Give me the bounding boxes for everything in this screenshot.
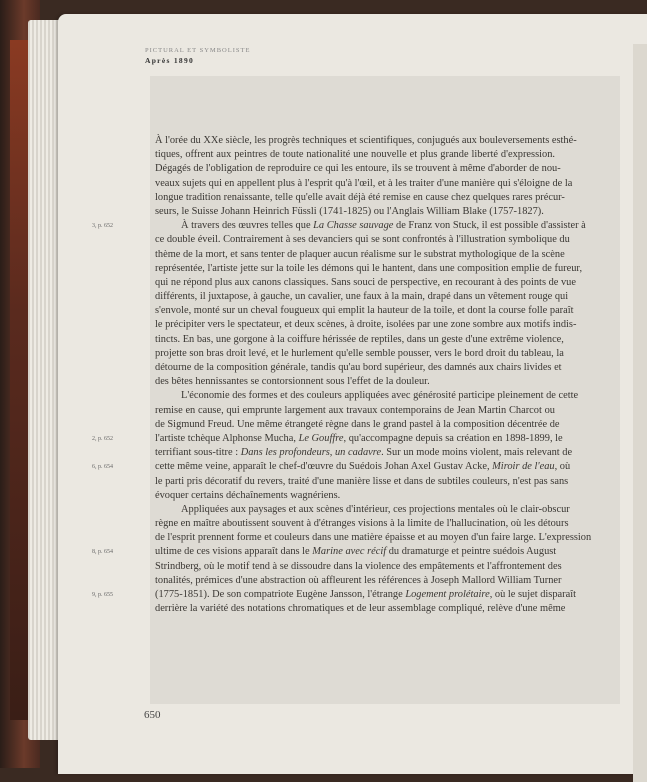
text-segment: À l'orée du XXe siècle, les progrès techniques et scientifiques, conjugués aux bouleversements esthé- (155, 135, 577, 146)
text-segment: de l'esprit prennent forme et couleurs dans une matière épaisse et au moyen d'un faire large. L'expression (155, 532, 592, 544)
text-line (155, 333, 564, 347)
text-segment: (1775-1851). De son compatriote Eugène Jansson, l'étrange (155, 589, 406, 600)
text-line (155, 517, 569, 531)
text-segment: ce double éveil. Contrairement à ses devanciers qui se sont confrontés à l'illustration symbolique du (155, 234, 570, 246)
text-segment: . Sur un mode moins violent, mais relevant de (381, 447, 573, 459)
text-line (92, 432, 563, 446)
text-segment: À travers des œuvres telles que (181, 220, 314, 232)
text-segment: remise en cause, qui emprunte largement aux travaux contemporains de Jean Martin Charcot ou (155, 404, 555, 416)
text-segment: tincts. En bas, une gorgone à la coiffure hérissée de reptiles, dans un geste d'une extrême violence, (155, 333, 564, 345)
text-line (155, 560, 562, 574)
margin-reference: 6, p. 654 (92, 464, 113, 471)
text-segment: thème de la mort, et sans tenter de plaquer aucun réalisme sur le substrat mythologique de la scène (155, 248, 565, 260)
text-line (155, 290, 569, 304)
text-segment: de Sigmund Freud. Une même étrangeté règne dans le grand pastel à la composition décentrée de (155, 418, 560, 430)
text-segment: le précipiter vers le spectateur, et deux scènes, à droite, isolées par une zone sombre aux motifs indis- (155, 319, 577, 331)
text-segment: terrifiant sous-titre : (155, 447, 241, 459)
margin-reference: 3, p. 652 (92, 223, 113, 230)
text-segment: Strindberg, où le motif tend à se dissoudre dans la violence des empâtements et l'affrontement des (155, 560, 562, 572)
text-line (155, 248, 565, 262)
text-segment: veaux sujets qui en appellent plus à l'esprit qu'à l'œil, et à les traiter d'une manière qui s'éloigne de la (155, 177, 573, 189)
margin-reference: 8, p. 654 (92, 549, 113, 556)
text-line (155, 318, 577, 332)
text-segment: représentée, l'artiste jette sur la toile les démons qui le hantent, dans une composition emplie de fureur, (155, 262, 583, 274)
text-segment: , où (554, 461, 571, 473)
text-segment: L'économie des formes et des couleurs appliquées avec générosité participe pleinement de cette (181, 390, 579, 402)
artwork-title: Dans les profondeurs, un cadavre (240, 447, 382, 459)
text-line (155, 276, 576, 290)
text-segment: projette son bras droit levé, et le hurlement qu'elle semble pousser, vers le bord droit du tableau, la (155, 347, 564, 359)
text-segment: détourne de la composition générale, tandis qu'au bord supérieur, des damnés aux chairs livides et (155, 362, 562, 373)
artwork-title: Le Gouffre (298, 432, 344, 444)
page-number: 650 (144, 709, 161, 721)
text-segment: ultime de ces visions apparaît dans le (155, 546, 313, 558)
text-line (155, 177, 573, 191)
text-line (155, 531, 592, 545)
text-line (155, 347, 564, 361)
artwork-title: Miroir de l'eau (492, 461, 555, 473)
text-line (155, 404, 555, 418)
text-line (155, 475, 569, 489)
text-line (92, 545, 557, 559)
text-segment: des bêtes hennissantes se contorsionnent sous l'effet de la douleur. (155, 376, 430, 388)
text-line (155, 446, 573, 460)
text-segment: tiques, offrent aux peintres de toute nationalité une nouvelle et plus grande liberté d'expression. (155, 149, 555, 161)
text-line (155, 304, 574, 318)
text-line (155, 262, 583, 276)
facing-page-edge (633, 44, 647, 782)
text-segment: cette même veine, apparaît le chef-d'œuvre du Suédois Johan Axel Gustav Acke, (155, 461, 493, 473)
text-line (155, 191, 565, 205)
text-line (155, 134, 577, 148)
text-segment: derrière la variété des notations chromatiques et de leur assemblage compliqué, relève d'une même (155, 603, 566, 615)
text-segment: seurs, le Suisse Johann Heinrich Füssli (1741-1825) ou l'Anglais William Blake (1757-1827). (155, 205, 544, 217)
text-line (155, 162, 561, 176)
text-segment: de Franz von Stuck, il est possible d'assister à (393, 220, 586, 232)
text-segment: qui ne répond plus aux canons classiques. Sans souci de perspective, en recourant à des points de vue (155, 276, 576, 288)
text-segment: longue tradition renaissante, telle qu'elle avait déjà été remise en cause chez quelques rares précur- (155, 191, 565, 203)
text-line (155, 205, 555, 219)
text-line (155, 148, 555, 162)
text-line (155, 574, 562, 588)
text-segment: évoquer certains déchaînements wagnériens. (155, 489, 341, 501)
text-segment: , où le sujet disparaît (489, 589, 576, 600)
text-line (155, 602, 566, 616)
text-line (155, 361, 562, 375)
text-segment: règne en maître aboutissent souvent à d'étranges visions à la limite de l'hallucination, où les détours (155, 518, 569, 530)
artwork-title: La Chasse sauvage (313, 220, 394, 232)
text-line (155, 389, 579, 403)
text-segment: , qu'accompagne depuis sa création en 1898-1899, le (343, 432, 563, 444)
text-line (155, 503, 570, 517)
text-line (92, 219, 586, 233)
section-title: Après 1890 (145, 56, 195, 65)
text-line (155, 233, 570, 247)
artwork-title: Marine avec récif (312, 546, 387, 558)
margin-reference: 2, p. 652 (92, 435, 113, 442)
text-line (155, 375, 555, 389)
text-segment: Dégagés de l'obligation de reproduire ce qui les entoure, ils se trouvent à même d'aborder de nou- (155, 163, 561, 175)
text-segment: le parti pris décoratif du revers, traité d'une manière lisse et dans de subtiles couleurs, n'est pas sans (155, 475, 569, 487)
body-text (92, 134, 592, 616)
margin-reference: 9, p. 655 (92, 592, 113, 598)
text-line (92, 460, 571, 474)
text-segment: l'artiste tchèque Alphonse Mucha, (155, 432, 299, 444)
text-segment: Appliquées aux paysages et aux scènes d'intérieur, ces projections mentales où le clair-obscur (181, 503, 570, 515)
artwork-title: Logement prolétaire (405, 589, 490, 600)
text-segment: du dramaturge et peintre suédois August (386, 546, 557, 558)
text-segment: s'envole, monté sur un cheval fougueux qui emplit la hauteur de la toile, et dont la course folle paraît (155, 305, 574, 317)
text-segment: différents, il juxtapose, à gauche, un cavalier, une faux à la main, drapé dans un vêtement rouge qui (155, 291, 569, 303)
text-segment: tonalités, prémices d'une abstraction où affleurent les références à Joseph Mallord William Turner (155, 574, 562, 586)
running-head: PICTURAL ET SYMBOLISTE (145, 47, 251, 54)
text-line (155, 418, 560, 432)
text-line (92, 588, 576, 602)
text-line (155, 489, 555, 503)
